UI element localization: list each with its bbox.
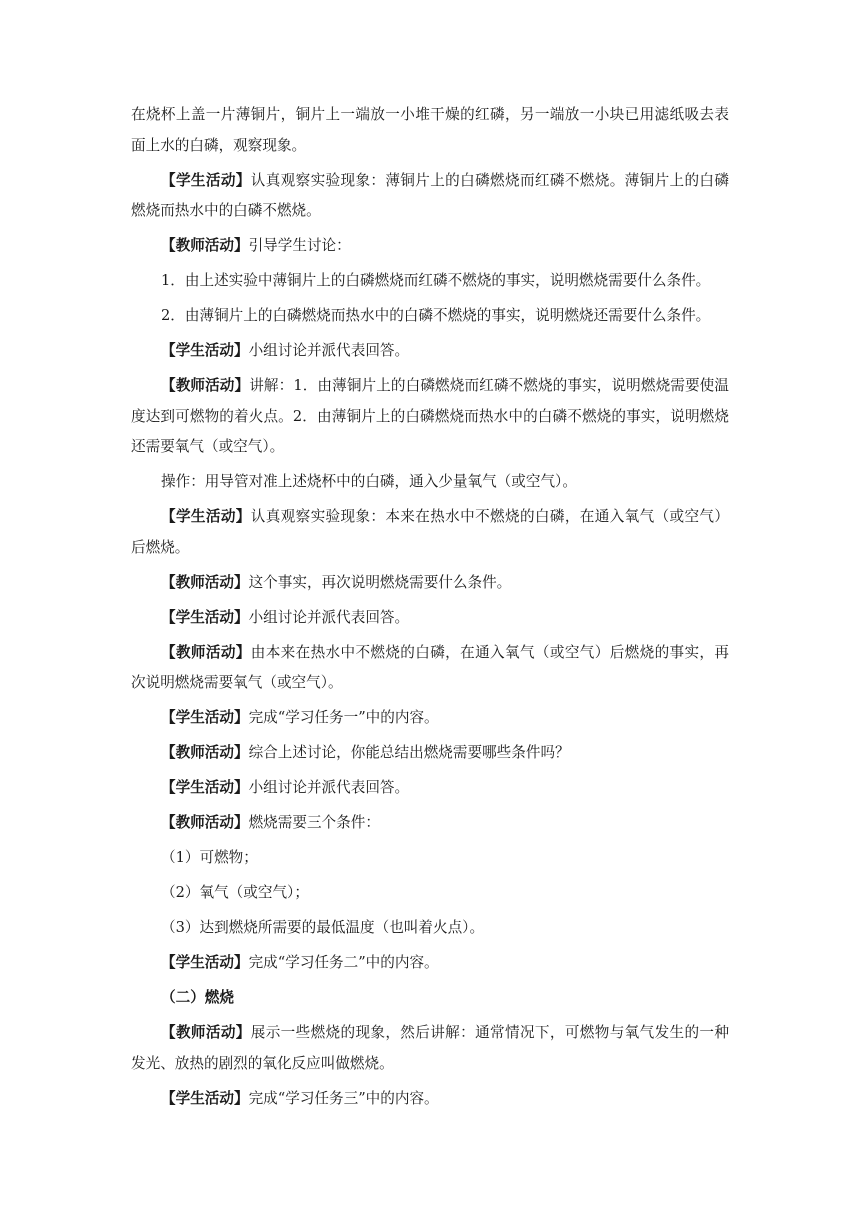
paragraph-text: 完成“学习任务三”中的内容。 xyxy=(248,1089,439,1107)
paragraph xyxy=(131,301,729,332)
paragraph xyxy=(131,336,729,367)
paragraph xyxy=(131,231,729,262)
activity-tag: 【教师活动】 xyxy=(161,573,249,591)
paragraph xyxy=(131,843,729,874)
paragraph-text: 这个事实，再次说明燃烧需要什么条件。 xyxy=(248,573,512,591)
paragraph-text: 操作：用导管对准上述烧杯中的白磷，通入少量氧气（或空气）。 xyxy=(161,473,577,490)
paragraph-text: 完成“学习任务一”中的内容。 xyxy=(248,709,439,726)
activity-tag: 【学生活动】 xyxy=(161,779,249,796)
paragraph xyxy=(131,913,729,944)
paragraph-text: 1．由上述实验中薄铜片上的白磷燃烧而红磷不燃烧的事实，说明燃烧需要什么条件。 xyxy=(161,272,711,289)
paragraph-text: （3）达到燃烧所需要的最低温度（也叫着火点）。 xyxy=(161,919,485,936)
paragraph-text: 小组讨论并派代表回答。 xyxy=(248,608,410,626)
paragraph xyxy=(131,568,729,599)
paragraph-text: 认真观察实验现象：薄铜片上的白磷燃烧而红磷不燃烧。薄铜片上的白磷燃烧而热水中的白磷不燃烧。 xyxy=(131,171,729,219)
paragraph-text: 2．由薄铜片上的白磷燃烧而热水中的白磷不燃烧的事实，说明燃烧还需要什么条件。 xyxy=(161,307,711,324)
paragraph-text: 燃烧需要三个条件： xyxy=(248,814,380,831)
paragraph xyxy=(131,948,729,979)
paragraph xyxy=(131,371,729,463)
paragraph xyxy=(131,467,729,498)
section-heading xyxy=(131,983,729,1014)
paragraph-text: 小组讨论并派代表回答。 xyxy=(248,342,410,359)
paragraph-text: （二）燃烧 xyxy=(161,989,234,1006)
paragraph-text: 展示一些燃烧的现象，然后讲解：通常情况下，可燃物与氧气发生的一种发光、放热的剧烈的氧化反应叫做燃烧。 xyxy=(131,1024,729,1072)
paragraph xyxy=(131,100,729,161)
paragraph xyxy=(131,502,729,563)
activity-tag: 【学生活动】 xyxy=(161,709,249,726)
paragraph-text: 综合上述讨论，你能总结出燃烧需要哪些条件吗？ xyxy=(248,744,570,761)
paragraph-text: （1）可燃物； xyxy=(161,849,258,866)
paragraph xyxy=(131,808,729,839)
activity-tag: 【学生活动】 xyxy=(161,1089,249,1107)
activity-tag: 【学生活动】 xyxy=(161,954,249,971)
paragraph xyxy=(131,738,729,769)
paragraph xyxy=(131,603,729,634)
paragraph-text: 由本来在热水中不燃烧的白磷，在通入氧气（或空气）后燃烧的事实，再次说明燃烧需要氧气（或空气）。 xyxy=(131,643,729,691)
activity-tag: 【学生活动】 xyxy=(161,342,249,359)
paragraph-text: 小组讨论并派代表回答。 xyxy=(248,779,410,796)
paragraph xyxy=(131,703,729,734)
paragraph xyxy=(131,878,729,909)
activity-tag: 【学生活动】 xyxy=(161,608,249,626)
activity-tag: 【教师活动】 xyxy=(161,377,250,394)
activity-tag: 【学生活动】 xyxy=(161,508,251,525)
paragraph-text: 讲解：1．由薄铜片上的白磷燃烧而红磷不燃烧的事实，说明燃烧需要使温度达到可燃物的着火点。2．由薄铜片上的白磷燃烧而热水中的白磷不燃烧的事实，说明燃烧还需要氧气（或空气）。 xyxy=(131,377,729,455)
activity-tag: 【教师活动】 xyxy=(161,643,251,661)
paragraph-text: 引导学生讨论： xyxy=(248,237,351,254)
activity-tag: 【教师活动】 xyxy=(161,814,249,831)
activity-tag: 【教师活动】 xyxy=(161,1024,251,1041)
activity-tag: 【教师活动】 xyxy=(161,744,249,761)
paragraph xyxy=(131,266,729,297)
activity-tag: 【教师活动】 xyxy=(161,237,249,254)
paragraph xyxy=(131,166,729,227)
paragraph-text: （2）氧气（或空气）； xyxy=(161,884,309,901)
paragraph xyxy=(131,1018,729,1079)
paragraph xyxy=(131,638,729,699)
paragraph-text: 在烧杯上盖一片薄铜片，铜片上一端放一小堆干燥的红磷，另一端放一小块已用滤纸吸去表面上水的白磷，观察现象。 xyxy=(131,106,729,154)
document-page xyxy=(131,100,729,1119)
activity-tag: 【学生活动】 xyxy=(161,171,251,189)
paragraph xyxy=(131,773,729,804)
paragraph-text: 完成“学习任务二”中的内容。 xyxy=(248,954,439,971)
paragraph-text: 认真观察实验现象：本来在热水中不燃烧的白磷，在通入氧气（或空气）后燃烧。 xyxy=(131,508,729,556)
paragraph xyxy=(131,1084,729,1115)
